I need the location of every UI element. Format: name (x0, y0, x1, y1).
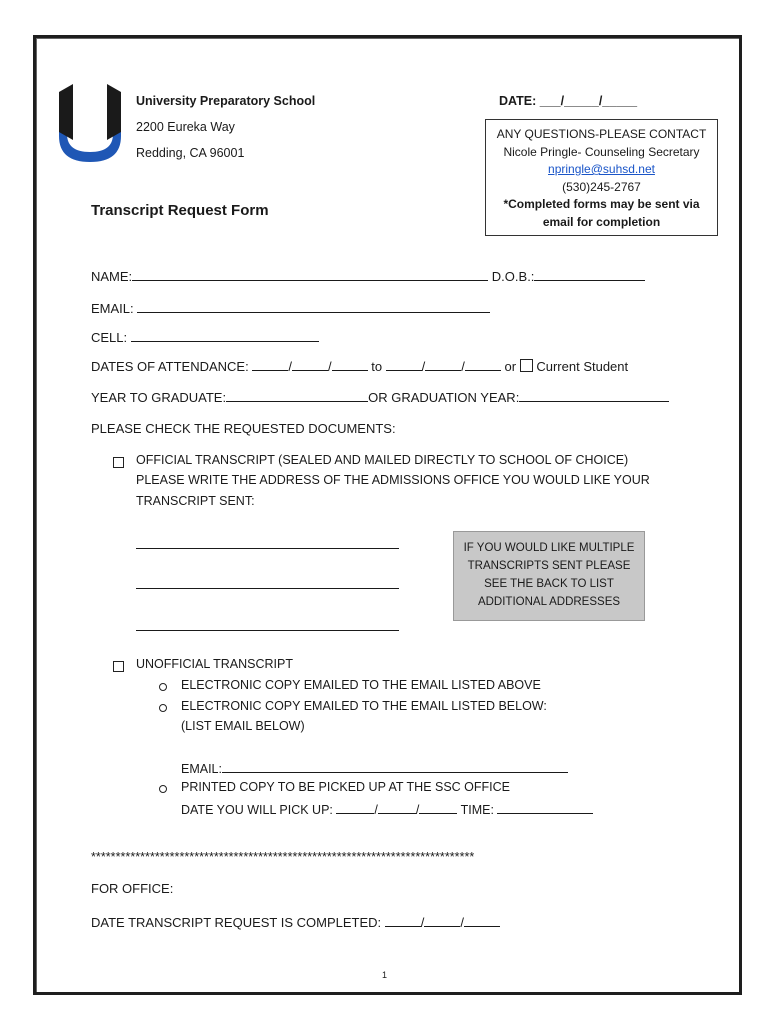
graduation-year-line[interactable] (519, 389, 669, 402)
address-input-line-1[interactable] (136, 548, 399, 549)
contact-line-1: ANY QUESTIONS-PLEASE CONTACT (496, 127, 707, 141)
address-input-line-2[interactable] (136, 588, 399, 589)
official-transcript-checkbox[interactable] (113, 457, 124, 468)
graduation-row (91, 389, 669, 405)
completed-row (91, 914, 500, 930)
school-name: University Preparatory School (136, 94, 316, 108)
name-row (91, 268, 645, 284)
contact-line-2: Nicole Pringle- Counseling Secretary (503, 144, 700, 159)
attendance-start-day[interactable] (292, 358, 328, 371)
date-separator: / (415, 803, 420, 817)
note-line-4: ADDITIONAL ADDRESSES (477, 596, 621, 608)
date-separator: / (327, 359, 332, 374)
unofficial-title: UNOFFICIAL TRANSCRIPT (136, 657, 293, 671)
official-line-1: OFFICIAL TRANSCRIPT (SEALED AND MAILED DIRECTLY TO SCHOOL OF CHOICE) (136, 453, 629, 467)
contact-box (485, 119, 718, 236)
attendance-or: or (504, 359, 517, 374)
cell-row (91, 329, 319, 345)
address-line-1: 2200 Eureka Way (136, 120, 235, 134)
note-line-1: IF YOU WOULD LIKE MULTIPLE (463, 542, 635, 554)
date-separator: / (288, 359, 292, 374)
official-line-3: TRANSCRIPT SENT: (136, 494, 255, 508)
page-number: 1 (382, 970, 388, 980)
email-row (91, 300, 490, 316)
address-input-line-3[interactable] (136, 630, 399, 631)
email-input-line[interactable] (137, 300, 490, 313)
for-office-label: FOR OFFICE: (91, 881, 174, 896)
option-email-below-radio[interactable] (159, 704, 167, 712)
date-separator: / (374, 803, 378, 817)
contact-phone: (530)245-2767 (562, 179, 641, 194)
option-email-below: ELECTRONIC COPY EMAILED TO THE EMAIL LISTED BELOW: (181, 699, 547, 713)
completed-month[interactable] (385, 914, 421, 927)
check-documents-label: PLEASE CHECK THE REQUESTED DOCUMENTS: (91, 421, 396, 436)
date-separator: / (460, 915, 465, 930)
attendance-end-month[interactable] (386, 358, 422, 371)
current-student-checkbox[interactable] (520, 359, 533, 372)
name-input-line[interactable] (132, 268, 488, 281)
option-email-above: ELECTRONIC COPY EMAILED TO THE EMAIL LISTED ABOVE (181, 678, 541, 692)
unofficial-email-row (181, 760, 568, 776)
attendance-end-day[interactable] (425, 358, 461, 371)
note-line-2: TRANSCRIPTS SENT PLEASE (467, 560, 631, 572)
name-label: NAME: (91, 269, 133, 284)
date-separator: / (461, 359, 465, 374)
year-to-graduate-line[interactable] (226, 389, 368, 402)
contact-email-link[interactable]: npringle@suhsd.net (548, 162, 655, 176)
attendance-label: DATES OF ATTENDANCE: (91, 359, 249, 374)
option-printed-copy-radio[interactable] (159, 785, 167, 793)
pickup-month[interactable] (336, 801, 374, 814)
date-separator: / (420, 915, 425, 930)
unofficial-transcript-checkbox[interactable] (113, 661, 124, 672)
address-line-2: Redding, CA 96001 (136, 146, 245, 160)
pickup-year[interactable] (419, 801, 457, 814)
completed-label: DATE TRANSCRIPT REQUEST IS COMPLETED: (91, 915, 382, 930)
option-printed-copy: PRINTED COPY TO BE PICKED UP AT THE SSC OFFICE (181, 780, 511, 794)
pickup-time-line[interactable] (497, 801, 593, 814)
completed-day[interactable] (424, 914, 460, 927)
attendance-start-year[interactable] (332, 358, 368, 371)
current-student-label: Current Student (536, 359, 629, 374)
pickup-day[interactable] (378, 801, 416, 814)
dob-label: D.O.B.: (491, 269, 535, 284)
completed-year[interactable] (464, 914, 500, 927)
contact-note-1: *Completed forms may be sent via (503, 197, 700, 211)
cell-label: CELL: (91, 330, 128, 345)
pickup-time-label: TIME: (460, 803, 494, 817)
graduation-year-label: OR GRADUATION YEAR: (368, 390, 520, 405)
option-email-below-note: (LIST EMAIL BELOW) (181, 719, 305, 733)
contact-note-2: email for completion (542, 214, 661, 229)
pickup-row (181, 801, 593, 817)
cell-input-line[interactable] (131, 329, 319, 342)
unofficial-email-label: EMAIL: (181, 762, 222, 776)
option-email-above-radio[interactable] (159, 683, 167, 691)
official-line-2: PLEASE WRITE THE ADDRESS OF THE ADMISSIONS OFFICE YOU WOULD LIKE YOUR (136, 473, 650, 487)
separator-stars: ****************************************************************************** (91, 850, 475, 864)
unofficial-email-line[interactable] (222, 760, 568, 773)
attendance-end-year[interactable] (465, 358, 501, 371)
date-field[interactable]: DATE: ___/_____/_____ (499, 94, 638, 108)
attendance-row (91, 358, 628, 374)
note-line-3: SEE THE BACK TO LIST (484, 578, 614, 590)
year-to-graduate-label: YEAR TO GRADUATE: (91, 390, 227, 405)
pickup-date-label: DATE YOU WILL PICK UP: (181, 803, 333, 817)
email-label: EMAIL: (91, 301, 134, 316)
multiple-transcripts-note (453, 531, 645, 621)
form-title: Transcript Request Form (91, 202, 269, 219)
date-separator: / (421, 359, 426, 374)
school-logo-icon (57, 84, 123, 166)
dob-input-line[interactable] (534, 268, 645, 281)
attendance-to: to (371, 359, 383, 374)
attendance-start-month[interactable] (252, 358, 288, 371)
